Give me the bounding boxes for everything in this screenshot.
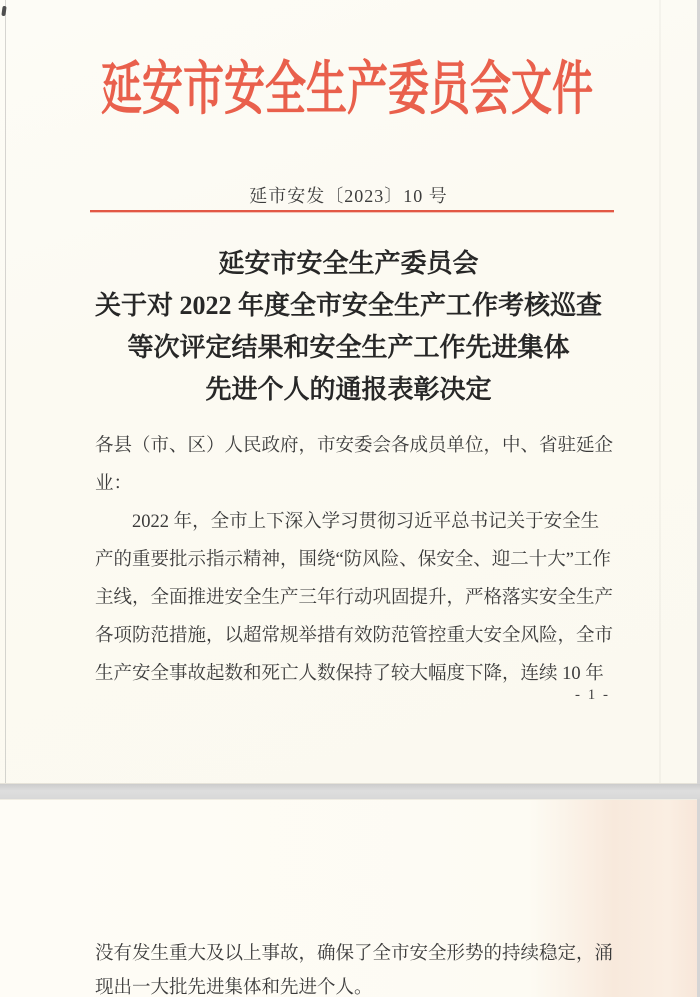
scan-artifact-speck xyxy=(1,6,6,16)
body-line: 现出一大批先进集体和先进个人。 xyxy=(95,978,373,997)
document-page-2 xyxy=(0,799,697,997)
body-line: 2022 年，全市上下深入学习贯彻习近平总书记关于安全生 xyxy=(132,512,600,532)
body-line: 各项防范措施，以超常规举措有效防范管控重大安全风险，全市 xyxy=(95,626,614,646)
body-line: 各县（市、区）人民政府，市安委会各成员单位，中、省驻延企 xyxy=(95,436,614,456)
body-paragraphs-continued xyxy=(95,937,614,997)
document-number: 延市安发〔2023〕10 号 xyxy=(249,186,448,206)
title-line: 等次评定结果和安全生产工作先进集体 xyxy=(127,333,570,362)
title-line: 延安市安全生产委员会 xyxy=(218,249,479,278)
body-line: 没有发生重大及以上事故，确保了全市安全形势的持续稳定，涌 xyxy=(95,944,614,964)
body-line: 生产安全事故起数和死亡人数保持了较大幅度下降，连续 10 年 xyxy=(95,664,604,684)
title-line: 关于对 2022 年度全市安全生产工作考核巡查 xyxy=(94,291,602,320)
page-separator-gap xyxy=(0,784,700,799)
red-divider-line xyxy=(90,210,614,212)
body-line: 主线，全面推进安全生产三年行动巩固提升，严格落实安全生产 xyxy=(95,588,614,608)
red-header-title: 延安市安全生产委员会文件 xyxy=(101,56,593,122)
document-title xyxy=(0,243,697,411)
body-line: 业： xyxy=(95,474,133,494)
title-line: 先进个人的通报表彰决定 xyxy=(205,375,492,404)
body-paragraphs xyxy=(95,427,614,693)
page-number: - 1 - xyxy=(575,687,610,703)
body-line: 产的重要批示指示精神，围绕“防风险、保安全、迎二十大”工作 xyxy=(95,550,611,570)
